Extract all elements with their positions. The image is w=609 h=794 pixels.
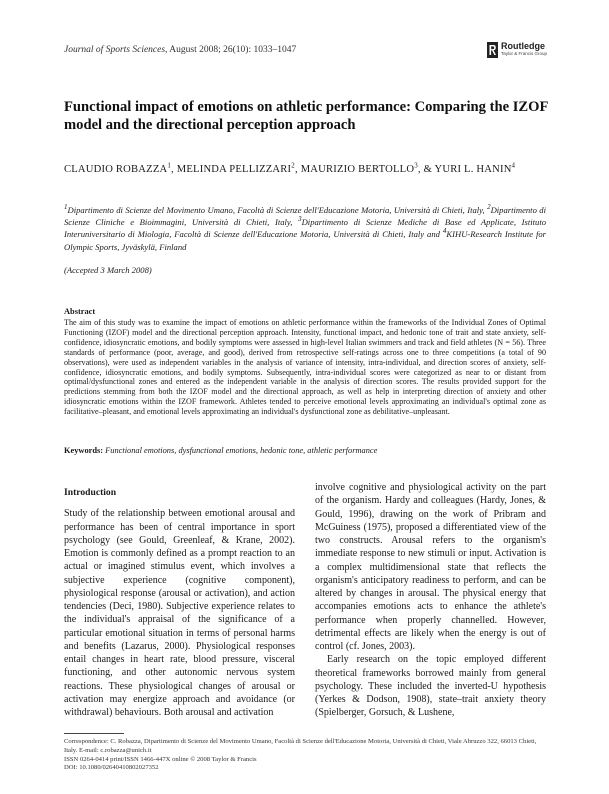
routledge-r-icon bbox=[487, 42, 498, 58]
author-name: MAURIZIO BERTOLLO bbox=[300, 164, 415, 175]
right-paragraph-2: Early research on the topic employed different theoretical frameworks borrowed mainly from general psychology. These included the inverted-U hypothesis (Yerkes & Dodson, 1908), state–trait anxiety theory (Spielberger, Gorsuch, & Lushene, bbox=[315, 654, 546, 719]
affiliation-text: Dipartimento di Scienze del Movimento Umano, Facoltà di Scienze dell'Educazione Motoria, Università di Chieti, Italy, bbox=[67, 205, 488, 215]
publisher-name: Routledge bbox=[501, 41, 545, 51]
article-title: Functional impact of emotions on athletic performance: Comparing the IZOF model and the directional perception approach bbox=[64, 99, 548, 133]
keywords-list: Functional emotions, dysfunctional emotions, hedonic tone, athletic performance bbox=[105, 446, 378, 455]
author-affiliation-mark: 2 bbox=[291, 161, 295, 170]
affiliation-text: KIHU-Research Institute for Olympic Sports, Jyväskylä, Finland bbox=[64, 229, 547, 252]
introduction-heading: Introduction bbox=[64, 487, 117, 498]
affiliation-mark: 4 bbox=[442, 227, 447, 236]
publisher-text bbox=[501, 42, 547, 57]
right-paragraph-1: involve cognitive and physiological activity on the part of the organism. Hardy and colleagues (Hardy, Jones, & Gould, 1996), drawing on the work of Pribram and McGuiness (1975), proposed a differentiated view of the two constructs. Arousal refers to the organism's immediate response to new stimuli or input. Activation is a complex multidimensional state that reflects the organism's anticipatory readiness to perform, and can be altered by changes in arousal. The physical energy that accompanies emotions acts to enhance the athlete's performance when properly channelled. However, detrimental effects are likely when the energy is out of control (cf. Jones, 2003). bbox=[315, 482, 546, 652]
accepted-date: (Accepted 3 March 2008) bbox=[64, 265, 152, 275]
affiliations bbox=[64, 204, 546, 253]
author-name: YURI L. HANIN bbox=[434, 164, 512, 175]
footer bbox=[64, 738, 548, 773]
keywords-label: Keywords: bbox=[64, 446, 104, 455]
keywords bbox=[64, 446, 546, 455]
correspondence-label: Correspondence: bbox=[64, 738, 109, 745]
affiliation-mark: 3 bbox=[298, 215, 302, 224]
author-affiliation-mark: 3 bbox=[414, 161, 418, 170]
author-list: CLAUDIO ROBAZZA$^1$, MELINDA PELLIZZARI$^2$, MAURIZIO BERTOLLO$^3$, & YURI L. HANIN$^4$ bbox=[64, 161, 516, 175]
body-left-column bbox=[64, 486, 295, 719]
affiliation-text: Dipartimento di Scienze Cliniche e Bioimmagini, Università di Chieti, Italy, bbox=[64, 205, 546, 228]
affiliation-mark: 2 bbox=[487, 203, 491, 212]
publisher-logo bbox=[487, 42, 547, 62]
author-affiliation-mark: 4 bbox=[511, 161, 516, 170]
journal-name: Journal of Sports Sciences, bbox=[64, 45, 168, 55]
correspondence bbox=[64, 738, 548, 756]
body-right-column bbox=[315, 481, 546, 720]
author-name: MELINDA PELLIZZARI bbox=[176, 164, 292, 175]
issue-info: August 2008; 26(10): 1033–1047 bbox=[167, 45, 297, 55]
doi-line: DOI: 10.1080/02640410802027352 bbox=[64, 764, 159, 772]
publisher-subtitle: Taylor & Francis Group bbox=[501, 51, 548, 56]
journal-citation bbox=[64, 45, 296, 55]
correspondence-text: C. Robazza, Dipartimento di Scienze del Movimento Umano, Facoltà di Scienze dell'Educazione Motoria, Università di Chieti, Viale Abruzzo 322, 66013 Chieti, Italy. E-mail: c.robazza@unich.it bbox=[64, 738, 537, 754]
abstract-text: The aim of this study was to examine the impact of emotions on athletic performance within the frameworks of the Individual Zones of Optimal Functioning (IZOF) model and the directional perception approach. Intensity, functional impact, and hedonic tone of trait and state anxiety, self-confidence, idiosyncratic emotions, and bodily symptoms were assessed in high-level Italian swimmers and track and field athletes (N = 56). Three standards of performance (poor, average, and good), derived from retrospective self-ratings across one to three competitions (a total of 90 observations), were used as independent variables in the analysis of variance of intensity, intra-individual, and direction scores of anxiety, self-confidence, idiosyncratic emotions, and bodily symptoms. Subsequently, intra-individual scores were categorized as near to or distant from optimal/dysfunctional zones and entered as the independent variable in the analysis of direction scores. The results provided support for the predictions stemming from both the IZOF model and the directional approach, as well as help in interpreting direction of anxiety and other idiosyncratic emotions within the IZOF framework. Athletes tended to perceive emotional levels approximating an individual's optimal zone as facilitative–pleasant, and emotional levels approximating an individual's dysfunctional zone as debilitative–unpleasant. bbox=[64, 318, 546, 417]
affiliation-mark: 1 bbox=[64, 203, 68, 212]
affiliation-text: Dipartimento di Scienze Mediche di Base ed Applicate, Istituto Interuniversitario di Miologia, Facoltà di Scienze dell'Educazione Motoria, Università di Chieti, Italy and bbox=[64, 217, 547, 240]
author-affiliation-mark: 1 bbox=[167, 161, 172, 170]
abstract-heading: Abstract bbox=[64, 307, 96, 316]
author-name: CLAUDIO ROBAZZA bbox=[64, 164, 168, 175]
issn-line: ISSN 0264-0414 print/ISSN 1466-447X online © 2008 Taylor & Francis bbox=[64, 755, 257, 763]
footer-divider bbox=[64, 733, 124, 734]
intro-paragraph: Study of the relationship between emotional arousal and performance has been of central importance in sport psychology (see Gould, Greenleaf, & Krane, 2002). Emotion is commonly defined as a prompt reaction to an actual or imagined stimulus event, which involves a subjective experience (cognitive component), physiological response (arousal or activation), and action tendencies (Deci, 1980). Subjective experience relates to the individual's appraisal of the significance of a particular emotional situation in terms of personal harms and benefits (Lazarus, 2000). Physiological responses entail changes in heart rate, blood pressure, visceral functioning, and other autonomic nervous system reactions. These physiological changes of arousal or activation may energize approach and avoidance (or withdrawal) behaviours. Both arousal and activation bbox=[64, 508, 295, 718]
